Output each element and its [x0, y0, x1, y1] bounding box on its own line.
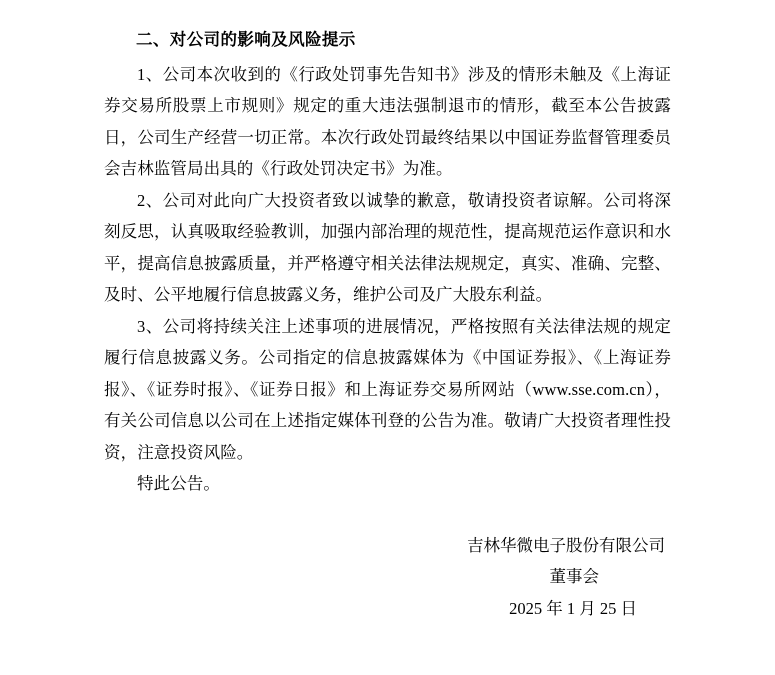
paragraph-closing: 特此公告。: [137, 474, 220, 494]
section-heading: 二、对公司的影响及风险提示: [136, 31, 356, 49]
signature-company: 吉林华微电子股份有限公司: [467, 535, 665, 555]
signature-board: 董事会: [549, 567, 599, 587]
signature-block: [104, 530, 671, 625]
paragraph-2: 2、公司对此向广大投资者致以诚挚的歉意，敬请投资者谅解。公司将深刻反思，认真吸取经验教训，加强内部治理的规范性，提高规范运作意识和水平，提高信息披露质量，并严格遵守相关法律法规规定，真实、准确、完整、及时、公平地履行信息披露义务，维护公司及广大股东利益。: [104, 190, 671, 305]
paragraph-3: 3、公司将持续关注上述事项的进展情况，严格按照有关法律法规的规定履行信息披露义务。公司指定的信息披露媒体为《中国证券报》、《上海证券报》、《证券时报》、《证券日报》和上海证券交易所网站（www.sse.com.cn），有关公司信息以公司在上述指定媒体刊登的公告为准。敬请广大投资者理性投资，注意投资风险。: [104, 316, 671, 462]
signature-date: 2025 年 1 月 25 日: [509, 598, 637, 618]
paragraph-1: 1、公司本次收到的《行政处罚事先告知书》涉及的情形未触及《上海证券交易所股票上市规则》规定的重大违法强制退市的情形，截至本公告披露日，公司生产经营一切正常。本次行政处罚最终结果以中国证券监督管理委员会吉林监管局出具的《行政处罚决定书》为准。: [104, 64, 671, 179]
